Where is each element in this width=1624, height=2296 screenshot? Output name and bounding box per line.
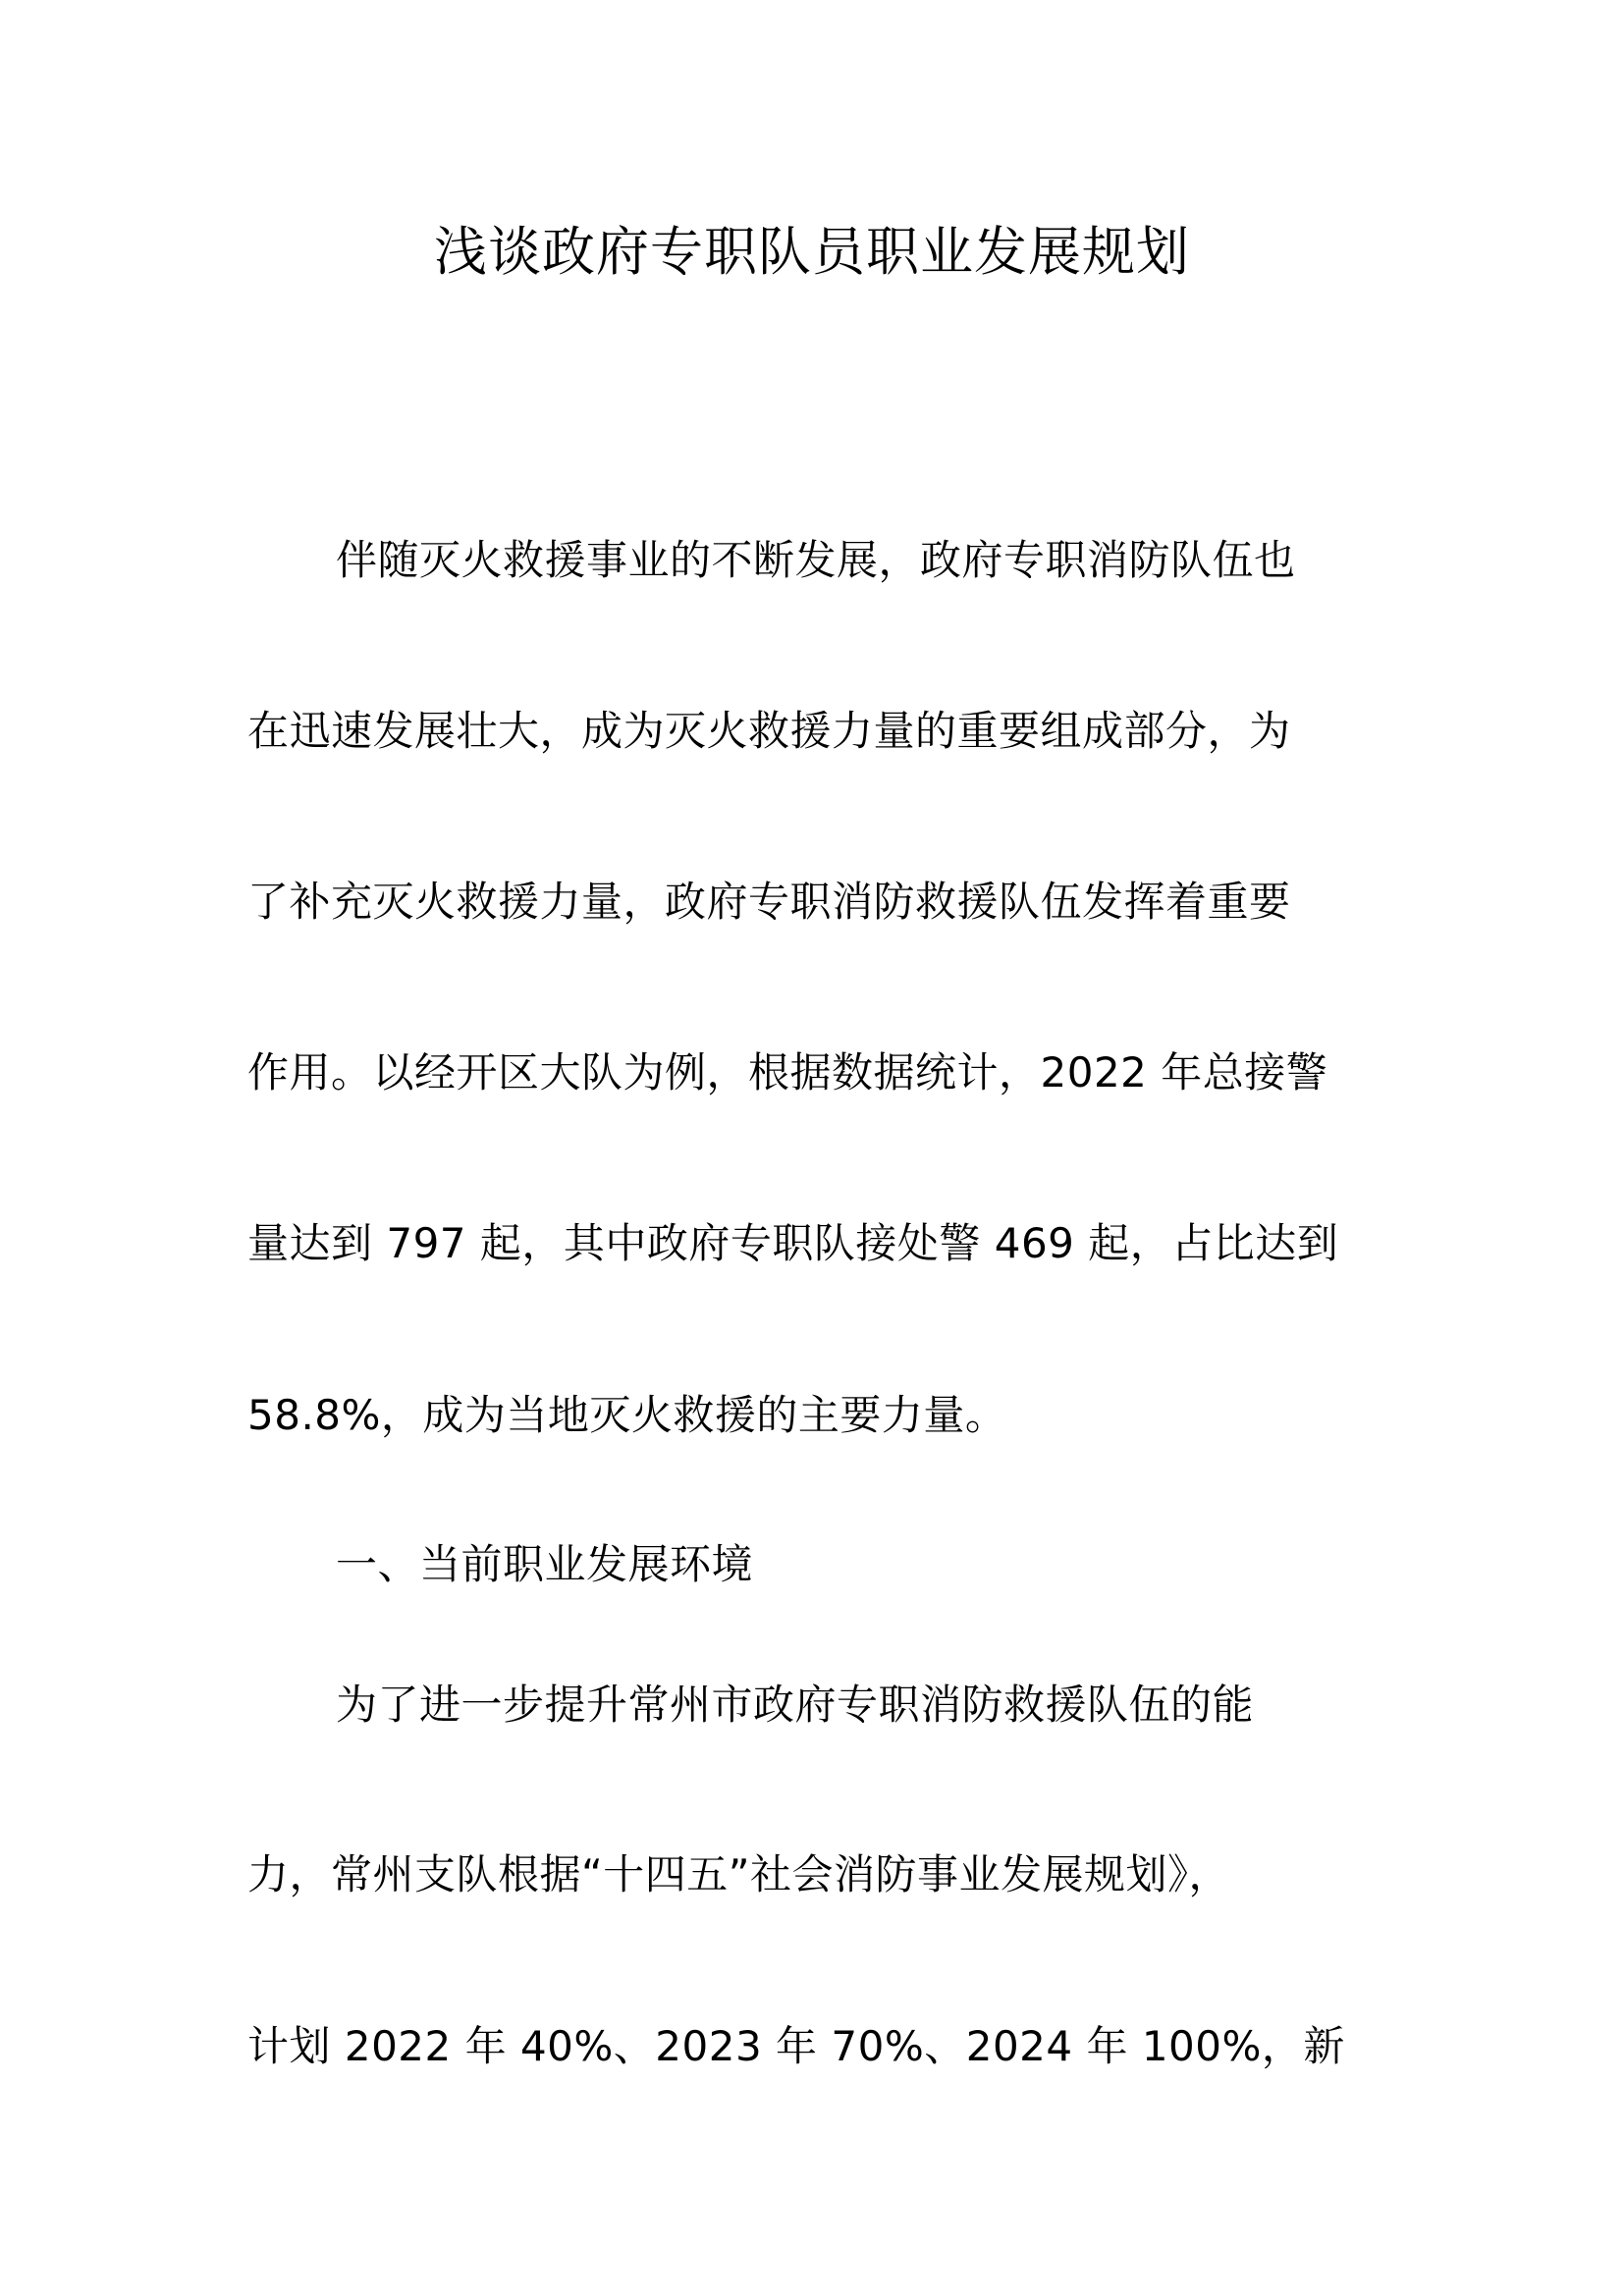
paragraph-1-line-1: 伴随灭火救援事业的不断发展，政府专职消防队伍也 xyxy=(336,536,1296,584)
paragraph-2-line-1: 为了进一步提升常州市政府专职消防救援队伍的能 xyxy=(336,1681,1255,1729)
paragraph-2-line-2: 力，常州支队根据“十四五”社会消防事业发展规划》， xyxy=(247,1850,1231,1898)
paragraph-1-line-3: 了补充灭火救援力量，政府专职消防救援队伍发挥着重要 xyxy=(247,878,1291,926)
paragraph-1-line-5: 量达到 797 起，其中政府专职队接处警 469 起，占比达到 xyxy=(247,1219,1339,1267)
paragraph-1-line-6: 58.8%，成为当地灭火救援的主要力量。 xyxy=(247,1391,1007,1439)
paragraph-2-line-3: 计划 2022 年 40%、2023 年 70%、2024 年 100%，新 xyxy=(247,2022,1345,2070)
paragraph-1-line-4: 作用。以经开区大队为例，根据数据统计，2022 年总接警 xyxy=(247,1048,1328,1096)
document-title: 浅谈政府专职队员职业发展规划 xyxy=(434,221,1190,283)
section-heading-1: 一、当前职业发展环境 xyxy=(336,1540,754,1588)
paragraph-1-line-2: 在迅速发展壮大，成为灭火救援力量的重要组成部分，为 xyxy=(247,707,1291,755)
